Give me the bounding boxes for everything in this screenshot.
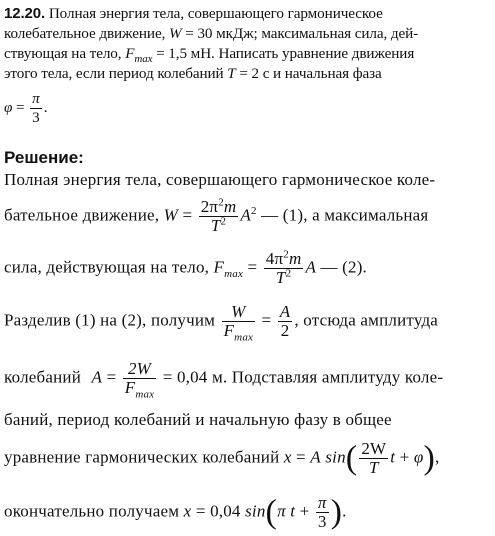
solution-line-5: колебаний A = $\frac{2W}{F_{max}}$ = 0,04 м. Подставляя амплитуду коле- [4, 359, 444, 401]
solution-line-6: баний, период колебаний и начальную фазу в общее [4, 410, 392, 429]
solution-line-4: Разделив (1) на (2), получим $\frac{W}{F_{max}}$ = $\frac{A}{2}$ , отсюда амплитуда [4, 302, 439, 344]
force-fraction: $\frac{4\pi^2m}{T^2}$ [265, 248, 302, 287]
ratio-fraction-left: $\frac{W}{F_{max}}$ [223, 302, 254, 344]
solution-line-2: бательное движение, W = $\frac{2\pi^2m}{T^2}$ $A^2$ — (1), а максимальная [4, 196, 429, 235]
problem-line-4: этого тела, если период колебаний T = 2 с и начальная фаза [4, 65, 382, 82]
problem-line-3: ствующая на тело, $F_{max} = 1,5$ мН. Написать уравнение движения [4, 45, 415, 66]
solution-line-1: Полная энергия тела, совершающего гармоническое коле- [4, 170, 436, 189]
solution-line-3: сила, действующая на тело, $F_{max}$ = $\frac{4\pi^2m}{T^2}$ A — (2). [4, 248, 368, 287]
problem-line-5: φ = $\frac{\pi}{3}$ . [4, 90, 48, 126]
problem-line-2: колебательное движение, W = 30 мкДж; максимальная сила, дей- [4, 25, 419, 42]
solution-line-8: окончательно получаем x = 0,04 sin(π t + $\frac{\pi}{3}$ ). [4, 493, 347, 531]
energy-fraction: $\frac{2\pi^2m}{T^2}$ [200, 196, 237, 235]
omega-fraction: $\frac{2W}{T}$ [361, 439, 387, 477]
solution-heading: Решение: [4, 148, 84, 167]
problem-number: 12.20. [4, 5, 46, 22]
solution-line-7: уравнение гармонических колебаний x = A sin( $\frac{2W}{T}$ t + φ), [4, 439, 440, 477]
final-phase-fraction: $\frac{\pi}{3}$ [317, 493, 327, 531]
problem-line-1: 12.20. Полная энергия тела, совершающего гармоническое [4, 5, 383, 22]
amplitude-fraction: $\frac{2W}{F_{max}}$ [124, 359, 155, 401]
ratio-fraction-right: $\frac{A}{2}$ [279, 302, 291, 340]
phase-fraction: $\frac{\pi}{3}$ [32, 90, 40, 126]
